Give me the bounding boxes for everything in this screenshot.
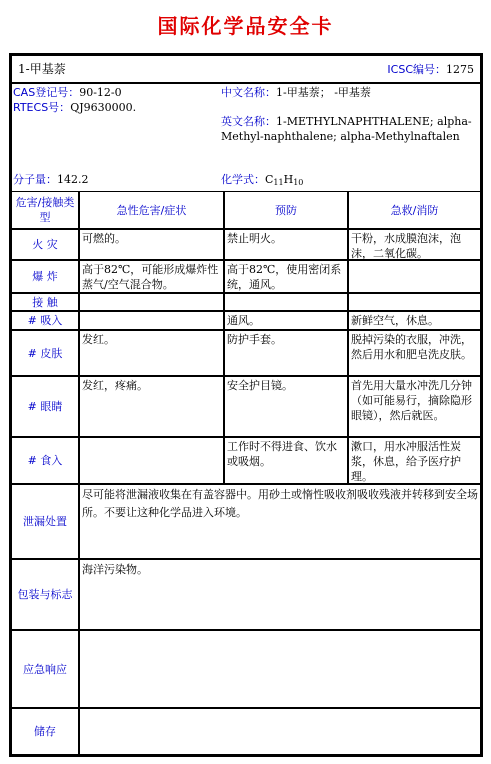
rtecs-value: QJ9630000. <box>70 101 137 114</box>
row-fire-hazard: 可燃的。 <box>79 229 224 260</box>
formula-line <box>221 172 303 190</box>
row-skin-aid: 脱掉污染的衣服，冲洗，然后用水和肥皂洗皮肤。 <box>348 330 481 376</box>
rtecs-label: RTECS号： <box>13 101 71 114</box>
cas-line <box>13 85 122 100</box>
mw-line <box>13 172 89 187</box>
section-label-spillage: 泄漏处置 <box>11 484 79 559</box>
section-text-storage <box>79 708 481 755</box>
cas-value: 90-12-0 <box>79 86 122 99</box>
formula-h-sub: 10 <box>293 178 304 187</box>
row-contact-hazard <box>79 293 224 311</box>
col-header-prevention: 预防 <box>224 191 348 229</box>
row-explosion-aid <box>348 260 481 293</box>
formula-c-sub: 11 <box>273 178 284 187</box>
row-type-explosion: 爆 炸 <box>11 260 79 293</box>
section-text-spillage: 尽可能将泄漏液收集在有盖容器中。用砂土或惰性吸收剂吸收残液并转移到安全场所。不要让这种化学品进入环境。 <box>79 484 481 559</box>
mw-value: 142.2 <box>57 173 89 186</box>
section-text-packaging: 海洋污染物。 <box>79 559 481 630</box>
formula-label: 化学式： <box>221 173 265 186</box>
chemical-name: 1-甲基萘 <box>18 62 66 76</box>
en-name-label: 英文名称： <box>221 115 276 128</box>
formula-value <box>265 173 303 186</box>
row-inhalation-aid: 新鲜空气，休息。 <box>348 311 481 330</box>
row-eyes-hazard: 发红，疼痛。 <box>79 376 224 437</box>
en-name-value: 1-METHYLNAPHTHALENE; alpha-Methyl-naphthalene; alpha-Methylnaftalen <box>221 115 472 143</box>
icsc-value: 1275 <box>446 63 474 76</box>
mw-label: 分子量： <box>13 173 57 186</box>
cn-name-value: 1-甲基萘； -甲基萘 <box>276 86 371 99</box>
row-skin-hazard: 发红。 <box>79 330 224 376</box>
row-type-skin: # 皮肤 <box>11 330 79 376</box>
section-label-emergency: 应急响应 <box>11 630 79 708</box>
row-fire-prevention: 禁止明火。 <box>224 229 348 260</box>
row-type-contact: 接 触 <box>11 293 79 311</box>
id-block <box>11 83 481 191</box>
rtecs-line <box>13 100 136 115</box>
row-type-eyes: # 眼睛 <box>11 376 79 437</box>
section-text-emergency <box>79 630 481 708</box>
section-label-packaging: 包装与标志 <box>11 559 79 630</box>
row-explosion-hazard: 高于82℃，可能形成爆炸性蒸气/空气混合物。 <box>79 260 224 293</box>
icsc-number <box>387 62 474 77</box>
row-ingestion-prevention: 工作时不得进食、饮水或吸烟。 <box>224 437 348 484</box>
row-eyes-prevention: 安全护目镜。 <box>224 376 348 437</box>
cn-name-line <box>221 85 371 100</box>
col-header-type: 危害/接触类型 <box>11 191 79 229</box>
formula-c: C <box>265 173 274 186</box>
col-header-hazard: 急性危害/症状 <box>79 191 224 229</box>
row-explosion-prevention: 高于82℃，使用密闭系统，通风。 <box>224 260 348 293</box>
en-name-line <box>221 114 479 144</box>
row-type-inhalation: # 吸入 <box>11 311 79 330</box>
name-row <box>11 55 481 83</box>
row-ingestion-hazard <box>79 437 224 484</box>
cas-label: CAS登记号： <box>13 86 80 99</box>
row-type-ingestion: # 食入 <box>11 437 79 484</box>
col-header-aid: 急救/消防 <box>348 191 481 229</box>
cn-name-label: 中文名称： <box>221 86 276 99</box>
formula-h: H <box>283 173 294 186</box>
row-contact-prevention <box>224 293 348 311</box>
row-ingestion-aid: 漱口，用水冲服活性炭浆，休息，给予医疗护理。 <box>348 437 481 484</box>
row-eyes-aid: 首先用大量水冲洗几分钟（如可能易行，摘除隐形眼镜），然后就医。 <box>348 376 481 437</box>
row-inhalation-prevention: 通风。 <box>224 311 348 330</box>
row-fire-aid: 干粉，水成膜泡沫，泡沫，二氧化碳。 <box>348 229 481 260</box>
row-type-fire: 火 灾 <box>11 229 79 260</box>
row-contact-aid <box>348 293 481 311</box>
row-inhalation-hazard <box>79 311 224 330</box>
section-label-storage: 储存 <box>11 708 79 755</box>
row-skin-prevention: 防护手套。 <box>224 330 348 376</box>
icsc-label: ICSC编号： <box>387 63 446 76</box>
page-title: 国际化学品安全卡 <box>157 14 334 38</box>
